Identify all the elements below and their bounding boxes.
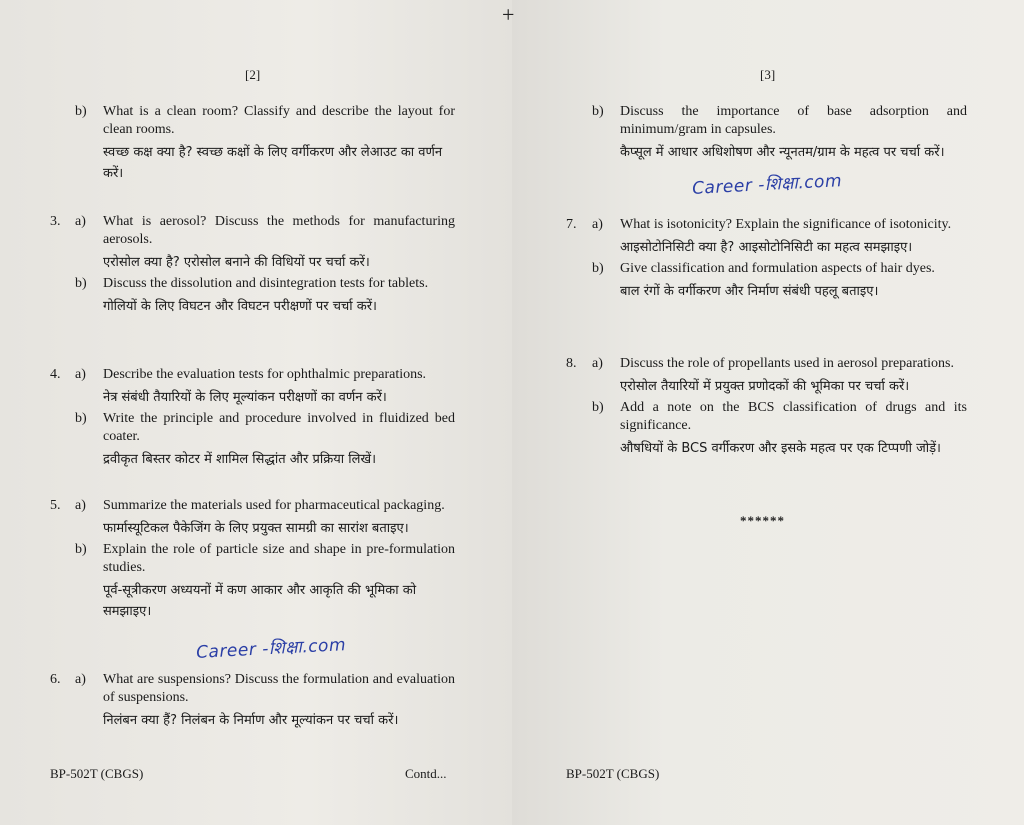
- question-4: [50, 366, 455, 470]
- question-8: [566, 355, 967, 459]
- question-text-en: Write the principle and procedure involved in fluidized bed coater.: [103, 411, 455, 444]
- part-letter: a): [592, 356, 603, 371]
- question-text-hi: एरोसोल क्या है? एरोसोल बनाने की विधियों पर चर्चा करें।: [103, 255, 370, 270]
- footer-code-right: BP-502T (CBGS): [566, 766, 660, 781]
- end-of-paper-mark: ******: [740, 513, 785, 528]
- registration-mark: +: [502, 2, 515, 27]
- question-number: 5.: [50, 498, 61, 513]
- question-number: 3.: [50, 214, 61, 229]
- question-text-en: What are suspensions? Discuss the formulation and evaluation of suspensions.: [103, 672, 455, 705]
- footer-code-left: BP-502T (CBGS): [50, 766, 144, 781]
- part-letter: a): [75, 367, 86, 382]
- question-text-en: Discuss the importance of base adsorption and minimum/gram in capsules.: [620, 104, 967, 137]
- part-letter: b): [592, 104, 604, 119]
- question-2b: [75, 103, 455, 184]
- question-7: [566, 216, 967, 302]
- watermark-stamp-left: Career -शिक्षा.com: [195, 635, 347, 663]
- question-text-en: What is isotonicity? Explain the significance of isotonicity.: [620, 217, 952, 232]
- part-letter: b): [75, 276, 87, 291]
- part-letter: b): [592, 400, 604, 415]
- question-text-hi: कैप्सूल में आधार अधिशोषण और न्यूनतम/ग्राम के महत्व पर चर्चा करें।: [620, 145, 945, 160]
- page-number-left: [2]: [245, 67, 261, 82]
- part-letter: a): [75, 498, 86, 513]
- question-text-hi: निलंबन क्या हैं? निलंबन के निर्माण और मूल्यांकन पर चर्चा करें।: [103, 713, 399, 728]
- question-text-hi: स्वच्छ कक्ष क्या है? स्वच्छ कक्षों के लिए वर्गीकरण और लेआउट का वर्णन करें।: [103, 145, 443, 181]
- question-text-hi: द्रवीकृत बिस्तर कोटर में शामिल सिद्धांत और प्रक्रिया लिखें।: [103, 452, 377, 467]
- question-text-en: Describe the evaluation tests for ophthalmic preparations.: [103, 367, 427, 382]
- watermark-stamp-right: Career -शिक्षा.com: [691, 171, 843, 199]
- question-6b: [592, 103, 967, 163]
- question-text-en: Discuss the role of propellants used in aerosol preparations.: [620, 356, 954, 371]
- question-text-en: Summarize the materials used for pharmaceutical packaging.: [103, 498, 445, 513]
- question-text-hi: एरोसोल तैयारियों में प्रयुक्त प्रणोदकों की भूमिका पर चर्चा करें।: [620, 379, 910, 394]
- question-text-en: Discuss the dissolution and disintegration tests for tablets.: [103, 276, 429, 291]
- question-number: 7.: [566, 217, 577, 232]
- part-letter: a): [592, 217, 603, 232]
- question-text-hi: बाल रंगों के वर्गीकरण और निर्माण संबंधी पहलू बताइए।: [620, 284, 879, 299]
- question-text-hi: आइसोटोनिसिटी क्या है? आइसोटोनिसिटी का महत्व समझाइए।: [620, 240, 913, 255]
- part-letter: b): [592, 261, 604, 276]
- question-6: [50, 671, 455, 731]
- question-text-en: Give classification and formulation aspects of hair dyes.: [620, 261, 935, 276]
- part-letter: b): [75, 542, 87, 557]
- footer-contd: Contd...: [405, 766, 447, 781]
- part-letter: b): [75, 411, 87, 426]
- question-text-en: What is aerosol? Discuss the methods for manufacturing aerosols.: [103, 214, 455, 247]
- question-text-hi: नेत्र संबंधी तैयारियों के लिए मूल्यांकन परीक्षणों का वर्णन करें।: [103, 390, 387, 405]
- question-text-hi: पूर्व-सूत्रीकरण अध्ययनों में कण आकार और आकृति की भूमिका को समझाइए।: [103, 583, 417, 619]
- question-text-en: Explain the role of particle size and shape in pre-formulation studies.: [103, 542, 455, 575]
- question-number: 6.: [50, 672, 61, 687]
- part-letter: a): [75, 214, 86, 229]
- page-number-right: [3]: [760, 67, 776, 82]
- question-number: 8.: [566, 356, 577, 371]
- question-3: [50, 213, 455, 317]
- question-number: 4.: [50, 367, 61, 382]
- question-text-hi: गोलियों के लिए विघटन और विघटन परीक्षणों पर चर्चा करें।: [103, 299, 377, 314]
- question-text-hi: औषधियों के BCS वर्गीकरण और इसके महत्व पर एक टिप्पणी जोड़ें।: [620, 441, 941, 456]
- part-letter: a): [75, 672, 86, 687]
- question-text-en: What is a clean room? Classify and describe the layout for clean rooms.: [103, 104, 455, 137]
- question-text-en: Add a note on the BCS classification of drugs and its significance.: [620, 400, 967, 433]
- question-5: [50, 497, 455, 622]
- part-letter: b): [75, 104, 87, 119]
- question-text-hi: फार्मास्यूटिकल पैकेजिंग के लिए प्रयुक्त सामग्री का सारांश बताइए।: [103, 521, 409, 536]
